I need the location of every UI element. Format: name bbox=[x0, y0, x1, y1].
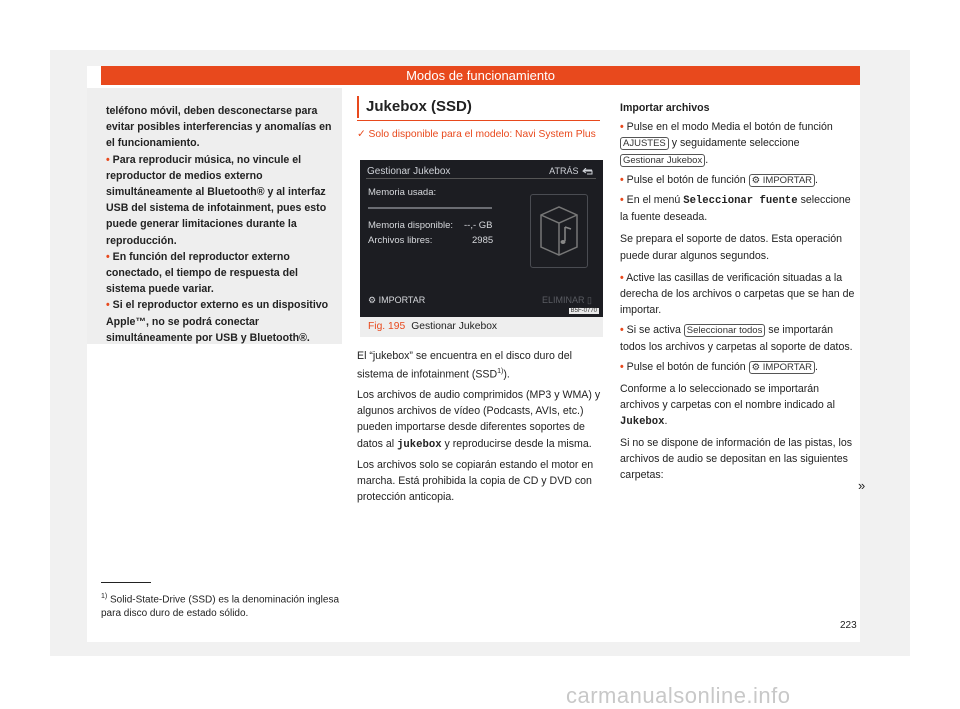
screen-divider bbox=[366, 178, 596, 179]
step-3: • En el menú Seleccionar fuente seleccione la fuente deseada. bbox=[620, 194, 851, 224]
back-arrow-icon bbox=[581, 168, 593, 176]
step-1: • Pulse en el modo Media el botón de función AJUSTES y seguidamente seleccione Gestionar Jukebox . bbox=[620, 121, 833, 166]
section-header: Modos de funcionamiento bbox=[101, 66, 860, 85]
import-heading: Importar archivos bbox=[620, 102, 710, 114]
notice-bullet-3: • Si el reproductor externo es un dispositivo Apple™, no se podrá conectar simultáneamente por USB y Bluetooth®. bbox=[106, 299, 329, 344]
title-underline bbox=[357, 120, 600, 121]
seleccionar-todos-button: Seleccionar todos bbox=[684, 324, 766, 337]
trash-icon: ▯ bbox=[587, 295, 592, 305]
availability-note: ✓ Solo disponible para el modelo: Navi System Plus bbox=[357, 129, 596, 140]
screen-title: Gestionar Jukebox bbox=[367, 166, 451, 177]
importar-button-2: ⚙ IMPORTAR bbox=[749, 361, 815, 374]
step-4: • Active las casillas de verificación situadas a la derecha de los archivos o carpetas que se han de importar. bbox=[620, 271, 855, 317]
page-number: 223 bbox=[840, 620, 857, 631]
watermark-logo: carmanualsonline.info bbox=[566, 683, 791, 708]
music-icon bbox=[530, 194, 588, 268]
notice-paragraph: teléfono móvil, deben desconectarse para evitar posibles interferencias y anomalías en el funcionamiento. bbox=[106, 105, 332, 150]
continue-marker: » bbox=[858, 478, 866, 493]
memory-used-label: Memoria usada: bbox=[368, 187, 437, 198]
screen-back-button: ATRÁS bbox=[549, 166, 593, 176]
footnote-ref: 1) bbox=[497, 368, 504, 376]
check-icon: ✓ bbox=[357, 129, 366, 140]
memory-available-value: --,- GB bbox=[464, 220, 493, 231]
step-2: • Pulse el botón de función ⚙ IMPORTAR . bbox=[620, 173, 818, 186]
section-title: Jukebox (SSD) bbox=[357, 96, 605, 118]
memory-bar bbox=[368, 207, 492, 209]
folders-paragraph: Si no se dispone de información de las pistas, los archivos de audio se depositan en las siguientes carpetas: bbox=[620, 436, 853, 482]
figure-code: B5F-0770 bbox=[570, 308, 597, 314]
importar-button: ⚙ IMPORTAR bbox=[749, 174, 815, 187]
body-paragraph-3: Los archivos solo se copiarán estando el motor en marcha. Está prohibida la copia de CD y DVD con protección anticopia. bbox=[357, 458, 594, 504]
memory-available-label: Memoria disponible: bbox=[368, 220, 454, 231]
notice-text bbox=[106, 103, 334, 346]
notice-bullet-2: • En función del reproductor externo conectado, el tiempo de respuesta del sistema puede variar. bbox=[106, 250, 298, 296]
footnote: $^{1)}$ Solid-State-Drive (SSD) es la denominación inglesa para disco duro de estado sólido. bbox=[101, 593, 340, 620]
prep-paragraph: Se prepara el soporte de datos. Esta operación puede durar algunos segundos. bbox=[620, 233, 843, 262]
jukebox-body bbox=[357, 348, 605, 509]
gestionar-jukebox-button: Gestionar Jukebox bbox=[620, 154, 705, 167]
notice-bullet-1: • Para reproducir música, no vincule el reproductor de medios externo simultáneamente al Bluetooth® y al interfaz USB del sistema de infotainment, pues esto puede generar limitaciones durante la reproducción. bbox=[106, 153, 327, 247]
import-section bbox=[620, 100, 860, 487]
jukebox-screenshot bbox=[360, 160, 603, 317]
files-free-value: 2985 bbox=[472, 235, 494, 246]
screen-import-button: ⚙ IMPORTAR bbox=[368, 295, 426, 305]
result-paragraph: Conforme a lo seleccionado se importarán archivos y carpetas con el nombre indicado al Jukebox. bbox=[620, 383, 835, 429]
step-6: • Pulse el botón de función ⚙ IMPORTAR . bbox=[620, 360, 818, 373]
step-5: • Si se activa Seleccionar todos se importarán todos los archivos y carpetas al soporte de datos. bbox=[620, 324, 853, 353]
body-paragraph-2: Los archivos de audio comprimidos (MP3 y WMA) y algunos archivos de vídeo (Podcasts, AVIs, etc.) pueden importarse desde diferentes soportes de datos al jukebox y reproducirse desde la misma. bbox=[357, 388, 601, 451]
body-paragraph-1: El “jukebox” se encuentra en el disco duro del sistema de infotainment (SSD$^{1)}$). bbox=[357, 350, 572, 381]
jukebox-section-head bbox=[357, 96, 605, 141]
files-free-label: Archivos libres: bbox=[368, 235, 433, 246]
figure-caption: Fig. 195 Gestionar Jukebox bbox=[360, 317, 603, 337]
ajustes-button: AJUSTES bbox=[620, 137, 669, 150]
gear-icon: ⚙ bbox=[751, 361, 761, 373]
footnote-rule bbox=[101, 582, 151, 583]
screen-delete-button: ELIMINAR ▯ bbox=[542, 295, 592, 305]
gear-icon: ⚙ bbox=[751, 174, 761, 186]
